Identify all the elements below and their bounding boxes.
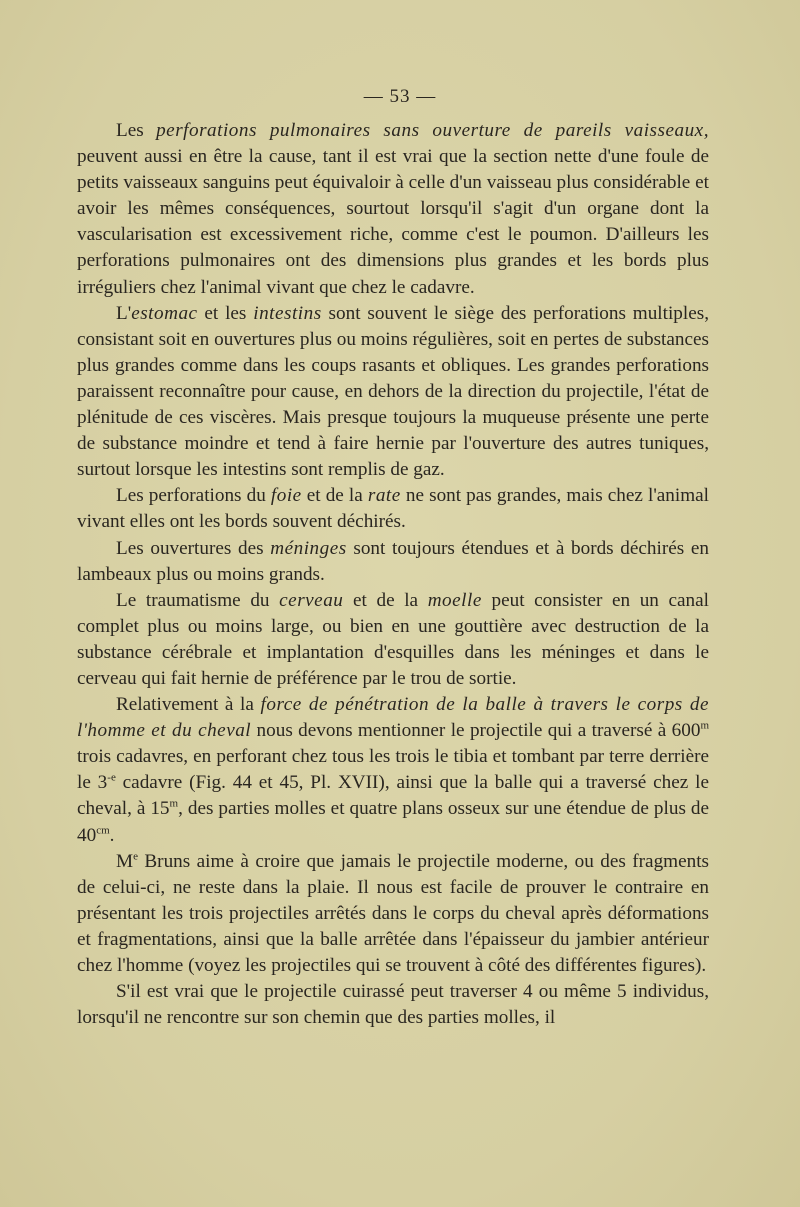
text-run: Les perforations du [116,485,271,507]
text-run: Les [116,120,157,141]
paragraph [77,536,709,588]
italic-term: estomac [131,302,198,324]
paragraph [77,849,709,979]
text-run: L' [116,302,132,324]
text-run: et les [197,302,254,324]
paragraph [77,979,709,1031]
italic-term: foie [270,485,302,507]
superscript: -e [107,771,116,784]
text-run: M [116,850,134,872]
text-run: cadavre (Fig. 44 et 45, Pl. XVII), ainsi que la balle qui a traversé chez le cheval, à 15 [77,772,709,820]
superscript: cm [96,824,110,837]
text-run: sont toujours étendues et à bords déchirés en lambeaux plus ou moins grands. [77,537,709,585]
text-run: sont souvent le siège des perforations multiples, consistant soit en ouvertures plus ou moins régulières, soit en pertes de substances plus grandes comme dans les coups rasants et obliques. Les grandes perforations paraissent reconnaître pour cause, en dehors de la direction du projectile, l'état de plénitude de ces viscères. Mais presque toujours la muqueuse présente une perte de substance moindre et tend à faire hernie par l'ouverture des autres tuniques, surtout lorsque les intestins sont remplis de gaz. [77,302,709,481]
body-text [77,118,709,1031]
paragraph [77,301,709,484]
text-run: ne sont pas grandes, mais chez l'animal vivant elles ont les bords souvent déchirés. [77,485,709,533]
text-run: Relativement à la [116,694,261,716]
superscript: m [169,798,179,811]
text-run: S'il est vrai que le projectile cuirassé peut traverser 4 ou même 5 individus, lorsqu'il ne rencontre sur son chemin que des parties molles, il [77,981,709,1029]
text-run: et de la [301,485,368,507]
text-run: trois cadavres, en perforant chez tous les trois le tibia et tombant par terre derrière le 3 [77,746,709,794]
text-run: peut consister en un canal complet plus ou moins large, ou bien en une gouttière avec destruction de la substance cérébrale et implantation d'esquilles dans les méninges et dans le cerveau qui fait hernie de préférence par le trou de sortie. [77,589,709,689]
text-run: Les ouvertures des [116,537,271,559]
paragraph [77,118,709,301]
italic-term: rate [367,485,401,507]
superscript: e [133,850,138,863]
text-run: et de la [343,589,428,611]
italic-term: moelle [427,589,482,611]
text-run: . [109,824,115,846]
text-run: peuvent aussi en être la cause, tant il est vrai que la section nette d'une foule de petits vaisseaux sanguins peut équivaloir à celle d'un vaisseau plus considérable et avoir les mêmes conséquences, sourtout lorsqu'il s'agit d'un organe dont la vascularisation est excessivement riche, comme c'est le poumon. D'ailleurs les perforations pulmonaires ont des dimensions plus grandes et les bords plus irréguliers chez l'animal vivant que chez le cadavre. [77,146,709,298]
italic-term: intestins [253,302,322,324]
italic-term: force de pénétration de la balle à travers le corps de l'homme et du cheval [77,694,709,742]
paragraph [77,588,709,692]
italic-term: cerveau [279,589,344,611]
italic-term: perforations pulmonaires sans ouverture de pareils vaisseaux, [156,120,709,141]
text-run: , des parties molles et quatre plans osseux sur une étendue de plus de 40 [77,798,709,846]
text-run: Bruns aime à croire que jamais le projectile moderne, ou des fragments de celui-ci, ne reste dans la plaie. Il nous est facile de prouver le contraire en présentant les trois projectiles arrêtés dans le corps du cheval après déformations et fragmentations, ainsi que la balle arrêtée dans l'épaisseur du jambier antérieur chez l'homme (voyez les projectiles qui se trouvent à côté des différentes figures). [77,850,709,976]
italic-term: méninges [270,537,347,559]
paragraph [77,692,709,849]
text-run: Le traumatisme du [116,589,280,611]
text-run: nous devons mentionner le projectile qui a traversé à 600 [251,720,701,742]
paragraph [77,483,709,535]
page-number: — 53 — [363,86,437,107]
superscript: m [700,719,709,732]
